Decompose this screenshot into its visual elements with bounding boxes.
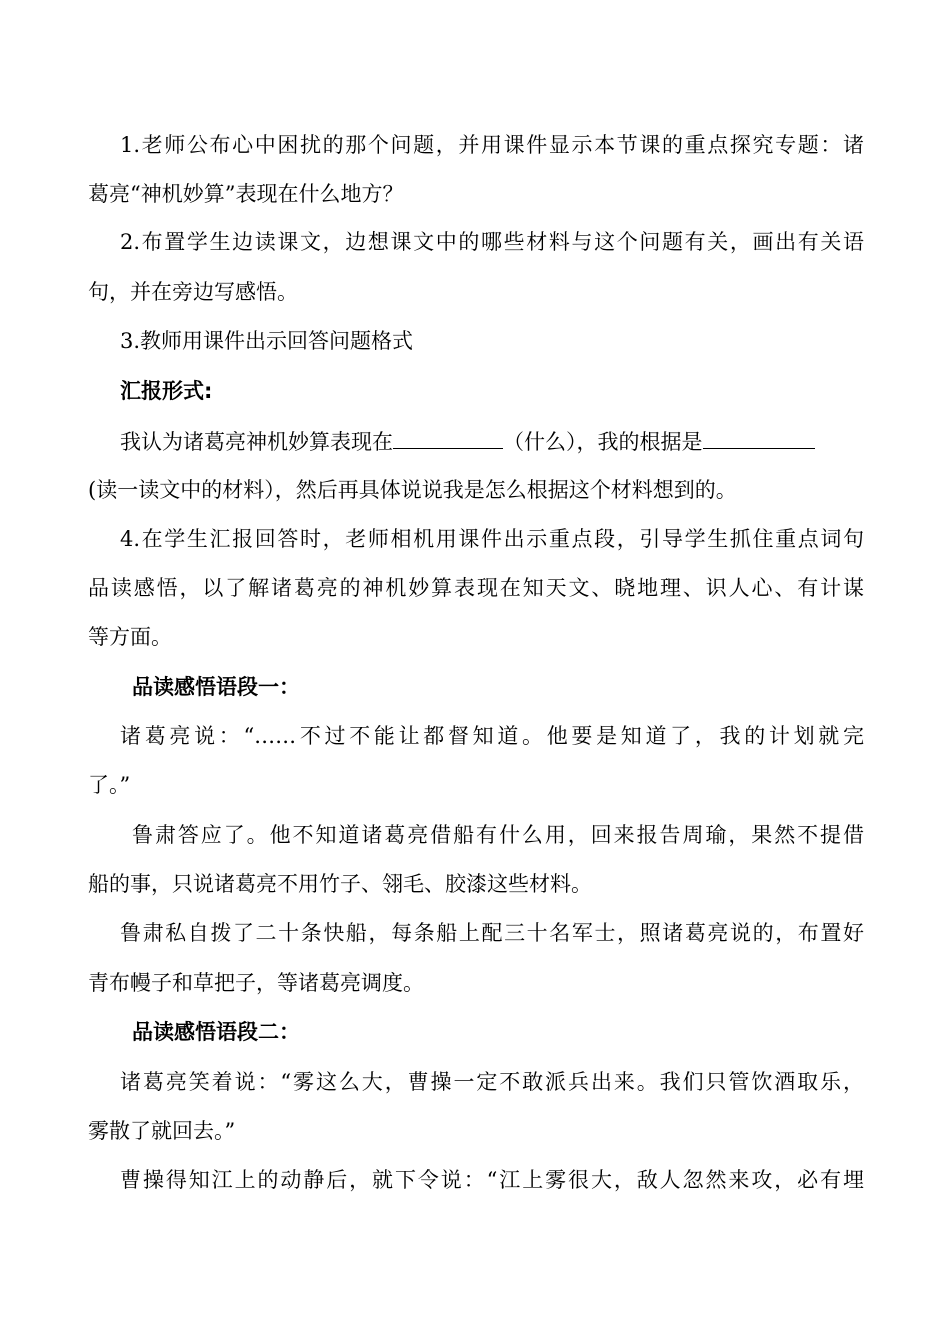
step-2-line-2: 句，并在旁边写感悟。: [88, 280, 298, 304]
step-1-line-1: 1.老师公布心中困扰的那个问题，并用课件显示本节课的重点探究专题：诸: [120, 133, 864, 157]
step-4-line-1: 4.在学生汇报回答时，老师相机用课件出示重点段，引导学生抓住重点词句: [120, 527, 864, 551]
section-1-para-1-line-2: 了。”: [88, 773, 131, 797]
answer-blank-evidence: [703, 426, 815, 449]
report-template-part-2: （什么），我的根据是: [503, 430, 703, 454]
section-1-para-2-line-1: 鲁肃答应了。他不知道诸葛亮借船有什么用，回来报告周瑜，果然不提借: [132, 823, 864, 847]
section-2-para-2-line-1: 曹操得知江上的动静后，就下令说：“江上雾很大，敌人忽然来攻，必有埋: [120, 1168, 864, 1192]
report-template-line-1: [88, 426, 896, 456]
step-3-line-1: 3.教师用课件出示回答问题格式: [120, 329, 414, 353]
step-1-line-2: 葛亮“神机妙算”表现在什么地方？: [88, 182, 404, 206]
section-1-para-2-line-2: 船的事，只说诸葛亮不用竹子、翎毛、胶漆这些材料。: [88, 872, 592, 896]
report-template-line-2: (读一读文中的材料），然后再具体说说我是怎么根据这个材料想到的。: [88, 478, 737, 502]
section-1-para-3-line-1: 鲁肃私自拨了二十条快船，每条船上配三十名军士，照诸葛亮说的，布置好: [120, 921, 864, 945]
section-2-para-1-line-1: 诸葛亮笑着说：“雾这么大，曹操一定不敢派兵出来。我们只管饮酒取乐，: [120, 1070, 864, 1094]
step-4-line-3: 等方面。: [88, 625, 172, 649]
step-2-line-1: 2.布置学生边读课文，边想课文中的哪些材料与这个问题有关，画出有关语: [120, 230, 864, 254]
section-1-para-1-line-1: 诸葛亮说：“……不过不能让都督知道。他要是知道了，我的计划就完: [120, 724, 864, 748]
report-template-part-1: 我认为诸葛亮神机妙算表现在: [120, 430, 393, 454]
section-2-para-1-line-2: 雾散了就回去。”: [88, 1119, 236, 1143]
answer-blank-what: [393, 426, 503, 449]
section-2-heading: 品读感悟语段二：: [132, 1020, 300, 1044]
section-1-heading: 品读感悟语段一：: [132, 675, 300, 699]
section-1-para-3-line-2: 青布幔子和草把子，等诸葛亮调度。: [88, 971, 424, 995]
report-format-heading: 汇报形式:: [120, 379, 213, 403]
step-4-line-2: 品读感悟，以了解诸葛亮的神机妙算表现在知天文、晓地理、识人心、有计谋: [88, 576, 864, 600]
